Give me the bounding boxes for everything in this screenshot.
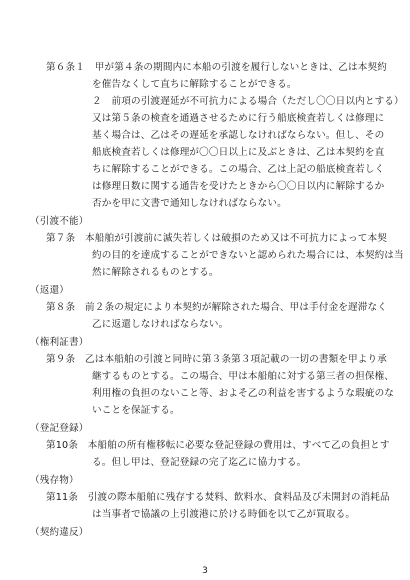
heading-return: （返還） — [30, 285, 69, 296]
article-6-clause-2-line-6: は修理日数に関する通告を受けたときから〇〇日以内に解除するか — [92, 181, 385, 192]
article-8-line-2: 乙に返還しなければならない。 — [92, 319, 229, 330]
article-7-line-2: 約の目的を達成することができないと認められた場合には、本契約は当 — [92, 250, 404, 261]
article-9-line-4: いことを保証する。 — [92, 405, 180, 416]
article-6-clause-2-line-4: 船底検査若しくは修理が〇〇日以上に及ぶときは、乙は本契約を直 — [92, 147, 385, 158]
article-6-clause-2-line-7: 否かを甲に文書で通知しなければならない。 — [92, 198, 287, 209]
article-6-clause-2-line-2: 又は第５条の検査を通過させるために行う船底検査若しくは修理に — [92, 113, 385, 124]
article-7-line-1: 第７条 本船舶が引渡前に滅失若しくは破損のため又は不可抗力によって本契 — [46, 233, 388, 244]
article-9-line-3: 利用権の負担のないこと等、およそ乙の利益を害するような瑕疵のな — [92, 388, 395, 399]
article-10-line-1: 第10条 本船舶の所有権移転に必要な登記登録の費用は、すべて乙の負担とす — [46, 440, 390, 451]
article-11-line-2: は当事者で協議の上引渡港に於ける時価を以て乙が買取る。 — [92, 509, 356, 520]
article-10-line-2: る。但し甲は、登記登録の完了迄乙に協力する。 — [92, 457, 307, 468]
heading-remaining-items: （残存物） — [30, 475, 79, 486]
article-6-clause-1-line-2: を催告なくして直ちに解除することができる。 — [92, 79, 297, 90]
article-8-line-1: 第８条 前２条の規定により本契約が解除された場合、甲は手付金を遅滞なく — [46, 302, 388, 313]
heading-breach-of-contract: （契約違反） — [30, 527, 89, 538]
page-number: 3 — [202, 566, 208, 576]
article-6-clause-1-line-1: 第６条１ 甲が第４条の期間内に本船の引渡を履行しないときは、乙は本契約 — [46, 62, 388, 73]
heading-registration: （登記登録） — [30, 423, 89, 434]
article-9-line-2: 継するものとする。この場合、甲は本船舶に対する第三者の担保権、 — [92, 371, 395, 382]
heading-delivery-impossible: （引渡不能） — [30, 216, 89, 227]
article-11-line-1: 第11条 引渡の際本船舶に残存する焚料、飲料水、食料品及び未開封の消耗品 — [46, 492, 390, 503]
heading-title-documents: （権利証書） — [30, 337, 89, 348]
article-6-clause-2-line-5: ちに解除することができる。この場合、乙は上記の船底検査若しく — [92, 164, 385, 175]
article-9-line-1: 第９条 乙は本船舶の引渡と同時に第３条第３項記載の一切の書類を甲より承 — [46, 354, 388, 365]
article-7-line-3: 然に解除されるものとする。 — [92, 267, 219, 278]
article-6-clause-2-line-3: 基く場合は、乙はその遅延を承認しなければならない。但し、その — [92, 130, 385, 141]
article-6-clause-2-line-1: ２ 前項の引渡遅延が不可抗力による場合（ただし〇〇日以内とする） — [92, 96, 404, 107]
